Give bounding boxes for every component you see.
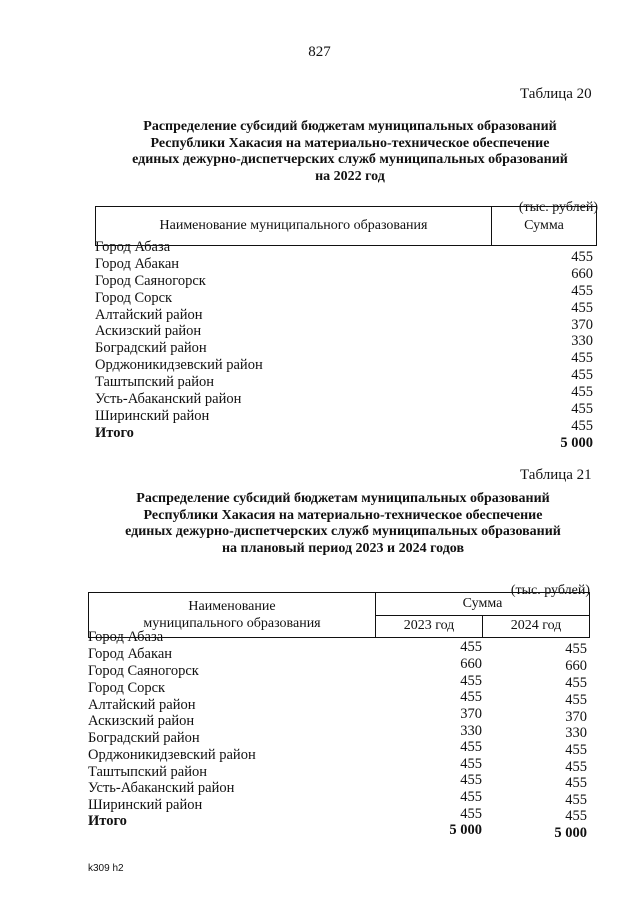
table-21-label: Таблица 21 xyxy=(520,467,592,483)
total-sum: 5 000 xyxy=(560,435,593,451)
title-line: на плановый период 2023 и 2024 годов xyxy=(221,540,465,556)
title-line: Распределение субсидий бюджетам муниципальных образований xyxy=(143,119,557,134)
row-2024: 455 xyxy=(565,775,587,791)
table-21-units: (тыс. рублей) xyxy=(510,583,590,598)
total-label: Итого xyxy=(88,813,127,829)
row-2023: 455 xyxy=(460,739,482,755)
header-name: Наименование муниципального образования xyxy=(96,207,492,246)
page-number: 827 xyxy=(308,44,331,60)
row-name: Город Саяногорск xyxy=(88,663,199,679)
title-line: Республики Хакасия на материально-техническое обеспечение xyxy=(150,135,550,151)
title-line: на 2022 год xyxy=(315,168,385,184)
row-sum: 455 xyxy=(571,418,593,434)
row-2024: 455 xyxy=(565,692,587,708)
title-line: Распределение субсидий бюджетам муниципальных образований xyxy=(136,491,550,506)
row-sum: 455 xyxy=(571,350,593,366)
row-name: Ширинский район xyxy=(88,797,203,813)
title-line: Республики Хакасия на материально-техническое обеспечение xyxy=(143,507,543,523)
table-20-units: (тыс. рублей) xyxy=(518,200,598,215)
header-name-line: Наименование xyxy=(188,599,276,614)
row-name: Город Сорск xyxy=(88,680,166,696)
row-name: Боградский район xyxy=(88,730,200,746)
row-name: Орджоникидзевский район xyxy=(95,357,263,373)
row-sum: 455 xyxy=(571,249,593,265)
row-name: Город Абаза xyxy=(88,629,164,645)
row-2023: 455 xyxy=(460,789,482,805)
row-name: Алтайский район xyxy=(95,307,203,323)
footer-code: k309 h2 xyxy=(88,863,124,874)
row-name: Город Абакан xyxy=(88,646,173,662)
row-2023: 330 xyxy=(460,723,482,739)
row-sum: 455 xyxy=(571,401,593,417)
row-2023: 660 xyxy=(460,656,482,672)
row-name: Город Саяногорск xyxy=(95,273,206,289)
row-sum: 455 xyxy=(571,283,593,299)
row-2024: 455 xyxy=(565,742,587,758)
row-name: Усть-Абаканский район xyxy=(95,391,242,407)
row-name: Таштыпский район xyxy=(95,374,215,390)
row-2024: 455 xyxy=(565,759,587,775)
row-2023: 455 xyxy=(460,772,482,788)
row-2024: 370 xyxy=(565,709,587,725)
total-2023: 5 000 xyxy=(449,822,482,838)
header-2023: 2023 год xyxy=(376,615,483,638)
row-2023: 455 xyxy=(460,639,482,655)
table-20-header xyxy=(95,206,597,246)
title-line: единых дежурно-диспетчерских служб муниципальных образований xyxy=(125,524,561,539)
row-name: Аскизский район xyxy=(88,713,195,729)
row-2024: 455 xyxy=(565,792,587,808)
row-2023: 455 xyxy=(460,673,482,689)
row-name: Город Сорск xyxy=(95,290,173,306)
row-name: Орджоникидзевский район xyxy=(88,747,256,763)
row-name: Город Абаза xyxy=(95,239,171,255)
row-name: Усть-Абаканский район xyxy=(88,780,235,796)
header-sum: Сумма xyxy=(376,593,590,616)
row-2024: 455 xyxy=(565,808,587,824)
row-2023: 455 xyxy=(460,806,482,822)
title-line: единых дежурно-диспетчерских служб муниципальных образований xyxy=(132,152,568,167)
header-name-line: муниципального образования xyxy=(143,616,321,631)
table-21-header xyxy=(88,592,590,638)
row-name: Боградский район xyxy=(95,340,207,356)
row-sum: 455 xyxy=(571,384,593,400)
header-2024: 2024 год xyxy=(483,615,590,638)
table-21-title xyxy=(93,491,593,557)
row-name: Ширинский район xyxy=(95,408,210,424)
row-2023: 455 xyxy=(460,689,482,705)
total-label: Итого xyxy=(95,425,134,441)
table-20-title xyxy=(100,119,600,185)
row-name: Алтайский район xyxy=(88,697,196,713)
total-2024: 5 000 xyxy=(554,825,587,841)
table-20-label: Таблица 20 xyxy=(520,86,592,102)
row-name: Аскизский район xyxy=(95,323,202,339)
row-2023: 370 xyxy=(460,706,482,722)
row-sum: 330 xyxy=(571,333,593,349)
row-2024: 330 xyxy=(565,725,587,741)
row-sum: 660 xyxy=(571,266,593,282)
row-sum: 455 xyxy=(571,300,593,316)
row-name: Город Абакан xyxy=(95,256,180,272)
row-sum: 455 xyxy=(571,367,593,383)
row-2023: 455 xyxy=(460,756,482,772)
row-2024: 455 xyxy=(565,641,587,657)
row-2024: 455 xyxy=(565,675,587,691)
row-2024: 660 xyxy=(565,658,587,674)
header-sum: Сумма xyxy=(492,207,597,246)
row-name: Таштыпский район xyxy=(88,764,208,780)
row-sum: 370 xyxy=(571,317,593,333)
